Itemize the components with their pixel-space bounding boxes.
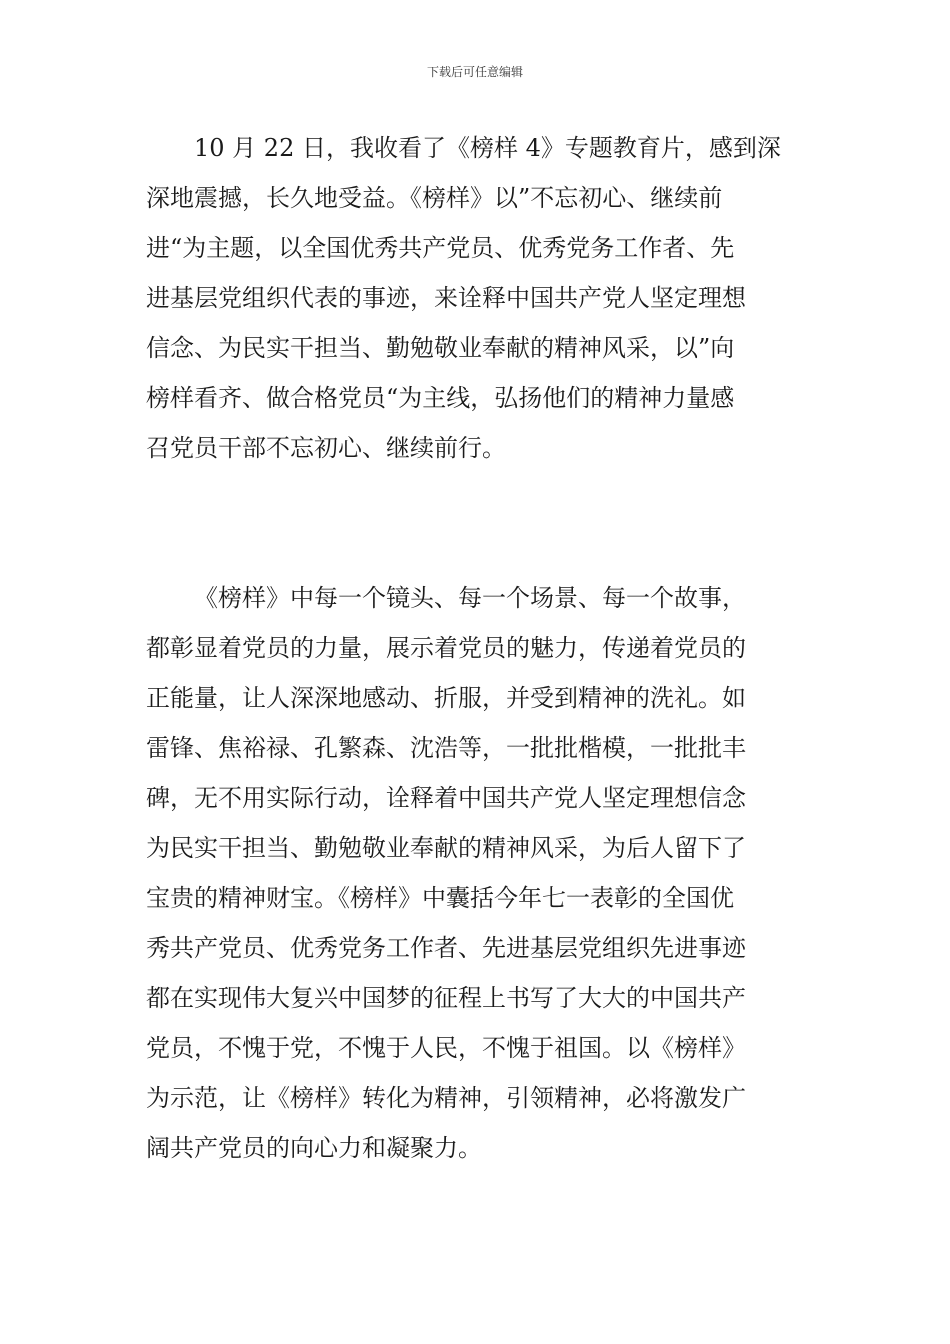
text-line: 进“为主题，以全国优秀共产党员、优秀党务工作者、先	[146, 234, 735, 262]
paragraph-1	[146, 123, 806, 473]
text-line: 阔共产党员的向心力和凝聚力。	[146, 1134, 482, 1162]
text-line: 党员，不愧于党，不愧于人民，不愧于祖国。以《榜样》	[146, 1034, 746, 1062]
text-line: 深地震撼，长久地受益。《榜样》以”不忘初心、继续前	[146, 184, 723, 212]
text-line: 碑，无不用实际行动，诠释着中国共产党人坚定理想信念	[146, 784, 746, 812]
text-line: 为示范，让《榜样》转化为精神，引领精神，必将激发广	[146, 1084, 746, 1112]
text-line: 都在实现伟大复兴中国梦的征程上书写了大大的中国共产	[146, 984, 746, 1012]
text-line: 10 月 22 日，我收看了《榜样 4》专题教育片，感到深	[194, 134, 781, 162]
text-line: 正能量，让人深深地感动、折服，并受到精神的洗礼。如	[146, 684, 746, 712]
text-line: 信念、为民实干担当、勤勉敬业奉献的精神风采，以”向	[146, 334, 735, 362]
text-line: 雷锋、焦裕禄、孔繁森、沈浩等，一批批楷模，一批批丰	[146, 734, 746, 762]
text-line: 都彰显着党员的力量，展示着党员的魅力，传递着党员的	[146, 634, 746, 662]
text-line: 召党员干部不忘初心、继续前行。	[146, 434, 506, 462]
page-header-note: 下载后可任意编辑	[426, 65, 523, 79]
text-line: 榜样看齐、做合格党员“为主线，弘扬他们的精神力量感	[146, 384, 735, 412]
paragraph-2	[146, 573, 806, 1173]
text-line: 进基层党组织代表的事迹，来诠释中国共产党人坚定理想	[146, 284, 746, 312]
text-line: 秀共产党员、优秀党务工作者、先进基层党组织先进事迹	[146, 934, 746, 962]
text-line: 为民实干担当、勤勉敬业奉献的精神风采，为后人留下了	[146, 834, 746, 862]
text-line: 《榜样》中每一个镜头、每一个场景、每一个故事，	[194, 584, 746, 612]
text-line: 宝贵的精神财宝。《榜样》中囊括今年七一表彰的全国优	[146, 884, 734, 912]
